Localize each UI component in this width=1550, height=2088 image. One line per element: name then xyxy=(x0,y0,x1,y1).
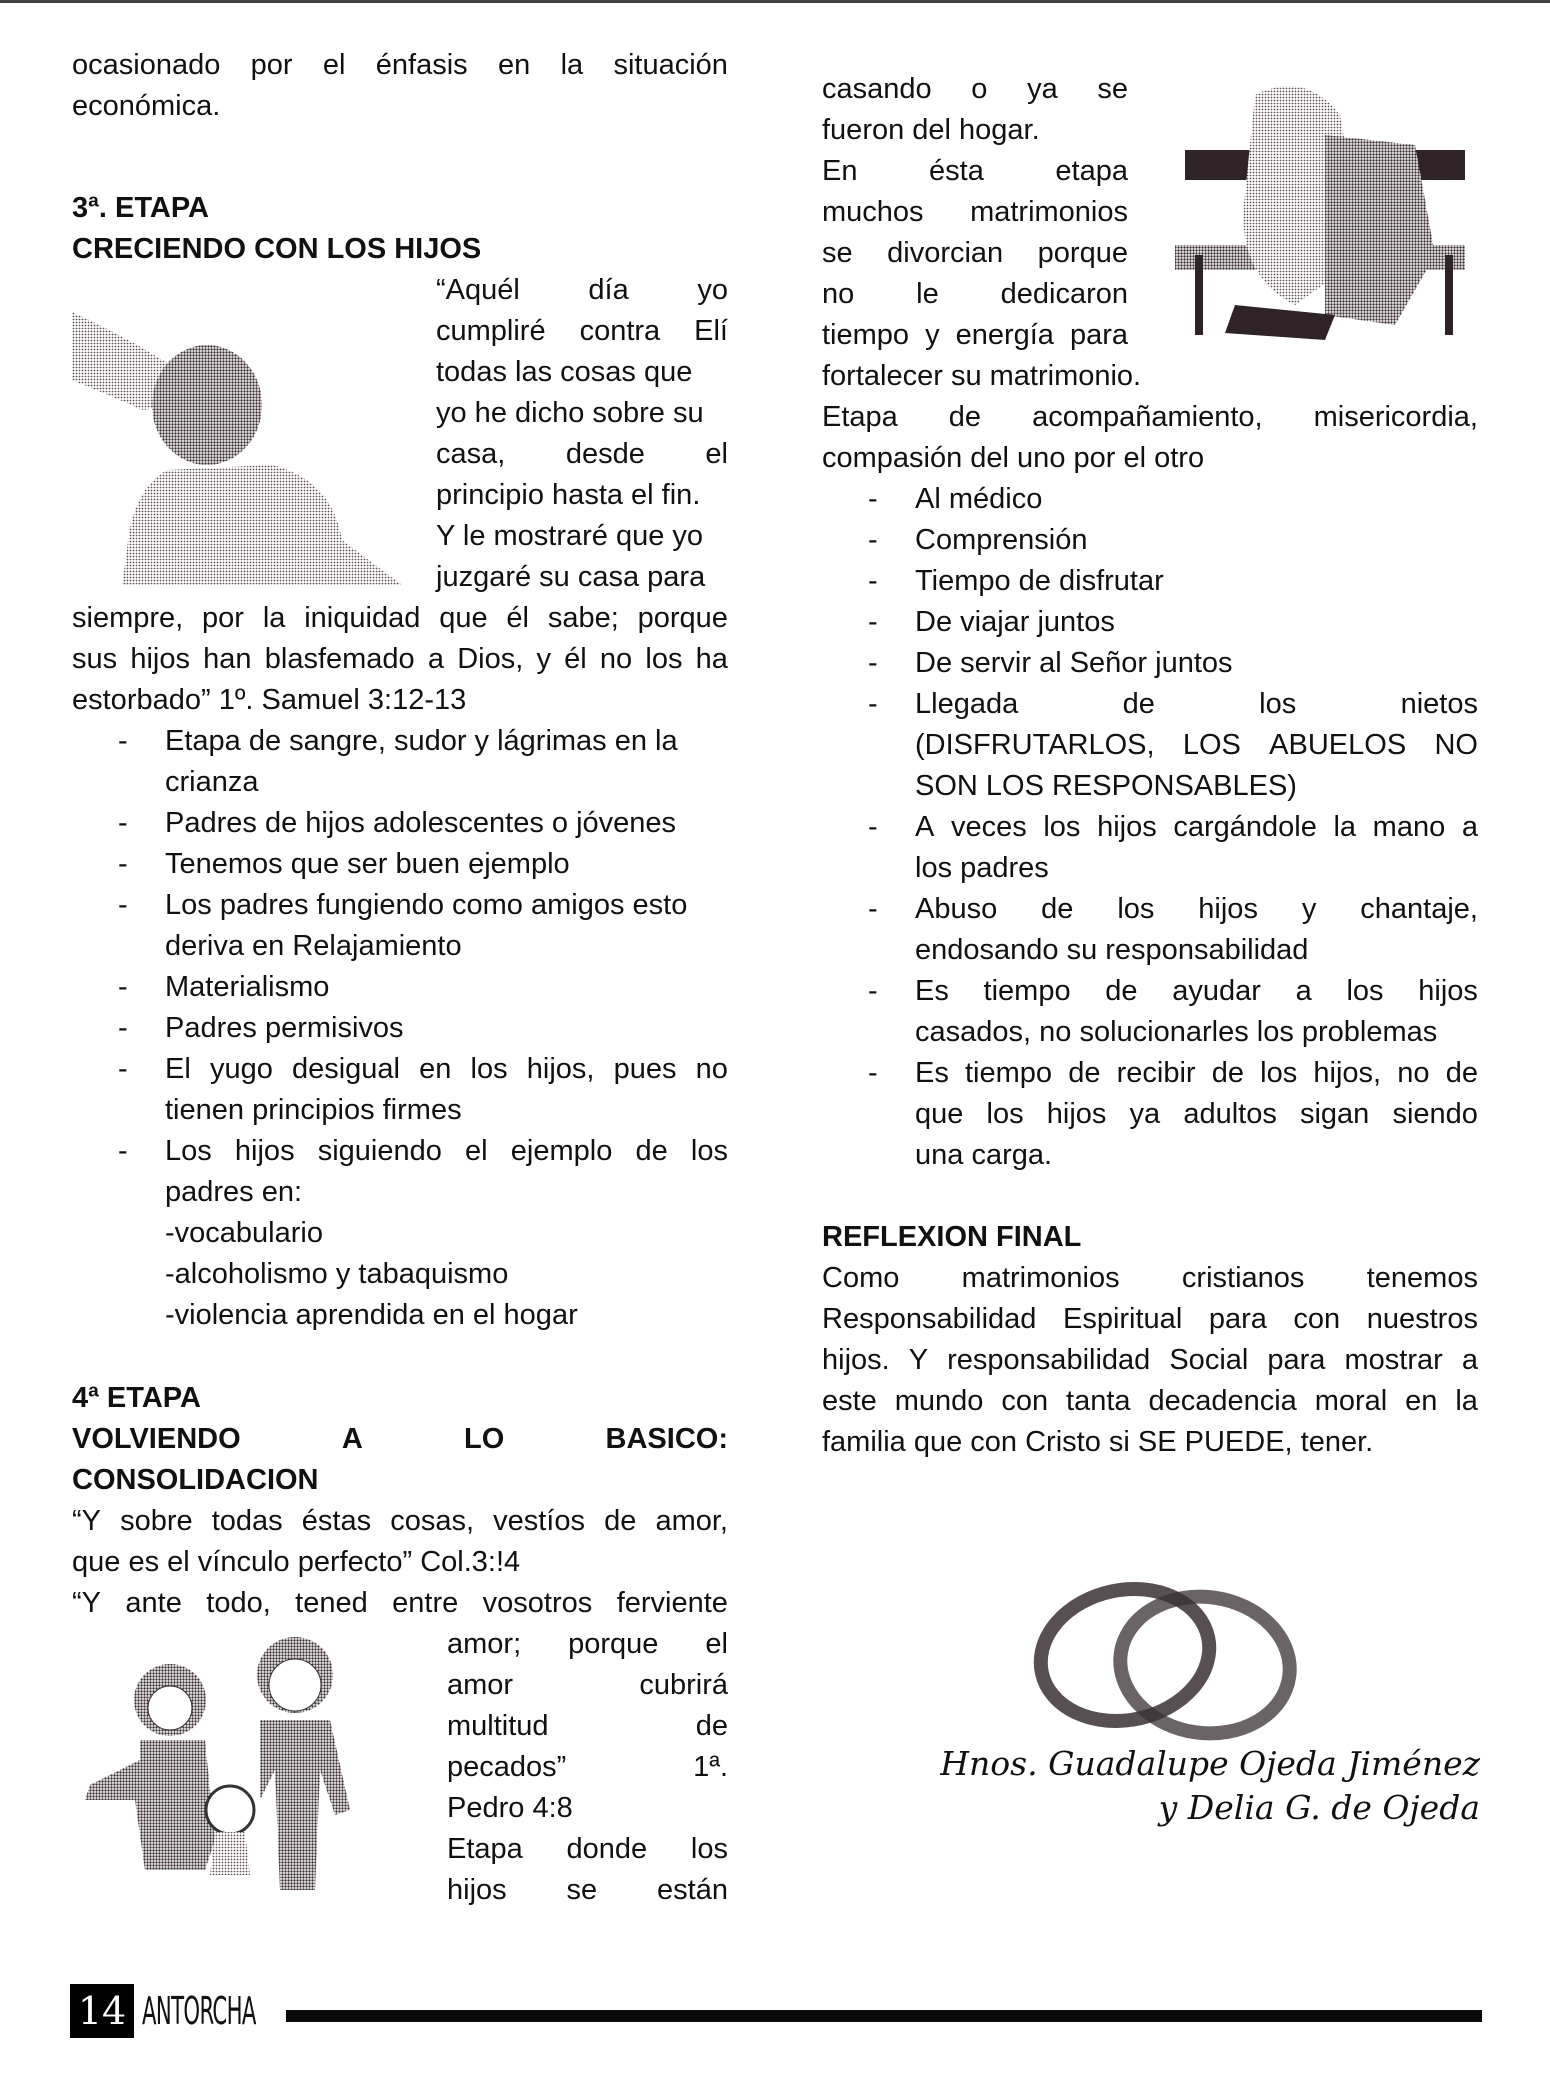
word: ya xyxy=(1027,73,1058,105)
bullet-line: tienen principios firmes xyxy=(165,1094,462,1126)
bullet-line: Etapa de sangre, sudor y lágrimas en la xyxy=(165,725,678,757)
word: no xyxy=(599,643,633,675)
word: desigual xyxy=(291,1053,400,1085)
bullet-line: Materialismo xyxy=(165,971,330,1003)
word: yo xyxy=(697,274,728,306)
word: la xyxy=(1455,1385,1478,1417)
word: siendo xyxy=(1392,1098,1478,1130)
word: y xyxy=(1301,893,1317,925)
bullet-line xyxy=(915,889,1478,930)
word: desde xyxy=(565,438,645,470)
bullet-dash: - xyxy=(868,811,878,843)
word: mundo xyxy=(894,1385,984,1417)
word: ya xyxy=(1129,1098,1161,1130)
word: porque xyxy=(1037,237,1128,269)
word: para xyxy=(1069,319,1128,351)
bullet-line xyxy=(165,1131,728,1172)
word: Dios, xyxy=(457,643,524,675)
page-number: 14 xyxy=(70,1984,134,2038)
word: cargándole xyxy=(1173,811,1317,843)
quote-line: todas las cosas que xyxy=(436,356,693,388)
word: multitud xyxy=(447,1710,549,1742)
word: matrimonios xyxy=(970,196,1128,228)
word: los xyxy=(645,643,683,675)
word: de xyxy=(695,1710,728,1742)
top-rule xyxy=(0,0,1550,3)
word: Y xyxy=(908,1344,929,1376)
magazine-name: ANTORCHA xyxy=(142,1989,256,2033)
bullet-line: SON LOS RESPONSABLES) xyxy=(915,770,1297,802)
word: sabe; xyxy=(547,602,619,634)
word: la xyxy=(262,602,286,634)
word: Abuso xyxy=(915,893,998,925)
word: cubrirá xyxy=(639,1669,728,1701)
word: los xyxy=(1346,975,1384,1007)
word: ayudar xyxy=(1172,975,1261,1007)
word: tiempo xyxy=(983,975,1071,1007)
word: y xyxy=(925,319,940,351)
word: día xyxy=(588,274,629,306)
word: nietos xyxy=(1400,688,1478,720)
word: El xyxy=(165,1053,191,1085)
word: ha xyxy=(695,643,728,675)
bullet-line: Los padres fungiendo como amigos esto xyxy=(165,889,688,921)
word: casa, xyxy=(436,438,506,470)
quote-line: Y le mostraré que yo xyxy=(436,520,704,552)
word: Etapa xyxy=(822,401,898,433)
word: hijos xyxy=(234,1135,295,1167)
child-body xyxy=(122,465,402,585)
quote-line: principio hasta el fin. xyxy=(436,479,701,511)
word: amor xyxy=(447,1669,514,1701)
word: hijos. xyxy=(822,1344,890,1376)
bullet-dash: - xyxy=(118,1012,128,1044)
word: misericordia, xyxy=(1313,401,1478,433)
word: (DISFRUTARLOS, xyxy=(915,729,1155,761)
quote-line xyxy=(447,1624,728,1665)
word: hijos, xyxy=(526,1053,595,1085)
quote-line xyxy=(436,270,728,311)
child xyxy=(210,1832,250,1875)
bullet-line xyxy=(915,684,1478,725)
word: contra xyxy=(579,315,661,347)
bullet-line xyxy=(915,1094,1478,1135)
quote-line xyxy=(447,1665,728,1706)
stage4-subheading xyxy=(72,1419,728,1460)
word: por xyxy=(202,602,244,634)
word: no xyxy=(822,278,855,310)
bullet-dash: - xyxy=(868,893,878,925)
word: acompañamiento, xyxy=(1032,401,1263,433)
quote-line: que es el vínculo perfecto” Col.3:!4 xyxy=(72,1546,521,1578)
bullet-line: Comprensión xyxy=(915,524,1088,556)
word: ABUELOS xyxy=(1269,729,1407,761)
word: ocasionado xyxy=(72,49,221,81)
bullet-dash: - xyxy=(868,647,878,679)
quote-line: yo he dicho sobre su xyxy=(436,397,704,429)
word: porque xyxy=(637,602,728,634)
bullet-dash: - xyxy=(868,524,878,556)
quote-line: estorbado” 1º. Samuel 3:12-13 xyxy=(72,684,467,716)
word: Es xyxy=(915,1057,949,1089)
word: pues xyxy=(613,1053,677,1085)
bullet-dash: - xyxy=(868,565,878,597)
body-line xyxy=(822,233,1128,274)
mother xyxy=(85,1740,215,1870)
bullet-line: Padres permisivos xyxy=(165,1012,404,1044)
signature-line-2: y Delia G. de Ojeda xyxy=(1158,1788,1480,1827)
reflection-heading: REFLEXION FINAL xyxy=(822,1221,1082,1253)
word: los xyxy=(986,1098,1024,1130)
heading-word: VOLVIENDO xyxy=(72,1423,241,1455)
quote-line: Pedro 4:8 xyxy=(447,1792,573,1824)
word: los xyxy=(470,1053,508,1085)
word: situación xyxy=(613,49,728,81)
bullet-line: una carga. xyxy=(915,1139,1053,1171)
bullet-line: deriva en Relajamiento xyxy=(165,930,462,962)
body-line xyxy=(822,397,1478,438)
word: no xyxy=(1397,1057,1430,1089)
reflection-line xyxy=(822,1299,1478,1340)
bullet-line: casados, no solucionarles los problemas xyxy=(915,1016,1438,1048)
intro-line: económica. xyxy=(72,90,221,122)
word: entre xyxy=(392,1587,459,1619)
word: En xyxy=(822,155,858,187)
word: que xyxy=(915,1098,964,1130)
word: siempre, xyxy=(72,602,184,634)
word: “Y xyxy=(72,1587,101,1619)
word: hijos xyxy=(447,1874,507,1906)
body-line xyxy=(822,192,1128,233)
bullet-dash: - xyxy=(118,725,128,757)
bullet-dash: - xyxy=(868,606,878,638)
word: ésta xyxy=(929,155,984,187)
word: tenemos xyxy=(1366,1262,1478,1294)
quote-line: juzgaré su casa para xyxy=(436,561,706,593)
word: cosas, xyxy=(390,1505,475,1537)
word: de xyxy=(1068,1057,1101,1089)
word: o xyxy=(971,73,988,105)
bullet-dash: - xyxy=(118,1135,128,1167)
heading-word: BASICO: xyxy=(605,1423,728,1455)
bullet-line: Al médico xyxy=(915,483,1043,515)
bullet-line: padres en: xyxy=(165,1176,303,1208)
word: ferviente xyxy=(616,1587,728,1619)
elderly-couple-illustration xyxy=(1165,75,1485,355)
word: con xyxy=(1293,1303,1341,1335)
word: cumpliré xyxy=(436,315,546,347)
word: con xyxy=(1001,1385,1049,1417)
body-line xyxy=(822,69,1128,110)
word: de xyxy=(635,1135,668,1167)
word: mostrar xyxy=(1344,1344,1443,1376)
signature-line-1: Hnos. Guadalupe Ojeda Jiménez xyxy=(940,1744,1480,1783)
word: ejemplo xyxy=(510,1135,613,1167)
word: él xyxy=(564,643,587,675)
bullet-line: los padres xyxy=(915,852,1049,884)
word: la xyxy=(560,49,584,81)
quote-line xyxy=(447,1870,728,1911)
word: se xyxy=(566,1874,598,1906)
word: pecados” xyxy=(447,1751,567,1783)
word: de xyxy=(604,1505,637,1537)
word: el xyxy=(322,49,346,81)
word: A xyxy=(915,811,935,843)
word: de xyxy=(1445,1057,1478,1089)
word: Como xyxy=(822,1262,900,1294)
word: Espiritual xyxy=(1062,1303,1183,1335)
word: los xyxy=(690,1135,728,1167)
quote-line xyxy=(72,639,728,680)
word: muchos xyxy=(822,196,924,228)
word: de xyxy=(1105,975,1138,1007)
bullet-line: Tiempo de disfrutar xyxy=(915,565,1164,597)
word: los xyxy=(1117,893,1155,925)
word: LOS xyxy=(1182,729,1241,761)
word: responsabilidad xyxy=(947,1344,1151,1376)
body-line: compasión del uno por el otro xyxy=(822,442,1205,474)
child-illustration xyxy=(72,300,402,585)
reflection-line xyxy=(822,1340,1478,1381)
stage3-subheading: CRECIENDO CON LOS HIJOS xyxy=(72,233,482,265)
reflection-line xyxy=(822,1381,1478,1422)
quote-line xyxy=(72,1583,728,1624)
word: están xyxy=(657,1874,728,1906)
word: éstas xyxy=(301,1505,372,1537)
word: todas xyxy=(211,1505,283,1537)
quote-line xyxy=(72,1501,728,1542)
word: moral xyxy=(1314,1385,1388,1417)
word: Llegada xyxy=(915,688,1019,720)
word: no xyxy=(695,1053,728,1085)
bullet-line: Tenemos que ser buen ejemplo xyxy=(165,848,570,880)
bullet-line: Padres de hijos adolescentes o jóvenes xyxy=(165,807,677,839)
word: divorcian xyxy=(887,237,1004,269)
word: de xyxy=(1211,1057,1245,1089)
word: chantaje, xyxy=(1360,893,1478,925)
word: donde xyxy=(566,1833,648,1865)
stage4-subheading: CONSOLIDACION xyxy=(72,1464,319,1496)
quote-line xyxy=(447,1747,728,1788)
word: adultos xyxy=(1183,1098,1277,1130)
word: la xyxy=(1333,811,1357,843)
body-line xyxy=(822,274,1128,315)
word: los xyxy=(1260,1057,1298,1089)
word: porque xyxy=(568,1628,659,1660)
word: Los xyxy=(165,1135,212,1167)
word: que xyxy=(439,602,488,634)
word: vestíos xyxy=(493,1505,585,1537)
bullet-line xyxy=(165,1049,728,1090)
word: Responsabilidad xyxy=(822,1303,1037,1335)
word: el xyxy=(705,438,728,470)
word: en xyxy=(419,1053,452,1085)
word: hijos xyxy=(1046,1098,1107,1130)
bullet-dash: - xyxy=(118,971,128,1003)
intro-line xyxy=(72,45,728,86)
word: para xyxy=(1267,1344,1326,1376)
word: mano xyxy=(1372,811,1446,843)
word: le xyxy=(916,278,939,310)
word: hijos xyxy=(1418,975,1478,1007)
bullet-dash: - xyxy=(118,889,128,921)
quote-line xyxy=(447,1829,728,1870)
word: siguiendo xyxy=(317,1135,442,1167)
heading-word: A xyxy=(341,1423,363,1455)
bullet-dash: - xyxy=(868,1057,878,1089)
word: el xyxy=(705,1628,728,1660)
word: los xyxy=(690,1833,728,1865)
bullet-line: De servir al Señor juntos xyxy=(915,647,1233,679)
word: en xyxy=(497,49,531,81)
bullet-line: De viajar juntos xyxy=(915,606,1115,638)
word: sigan xyxy=(1299,1098,1370,1130)
word: se xyxy=(822,237,853,269)
bullet-line xyxy=(915,971,1478,1012)
word: cristianos xyxy=(1181,1262,1305,1294)
quote-line xyxy=(447,1706,728,1747)
word: Social xyxy=(1169,1344,1249,1376)
word: blasfemado xyxy=(264,643,415,675)
bullet-dash: - xyxy=(868,483,878,515)
word: nuestros xyxy=(1366,1303,1478,1335)
word: a xyxy=(1461,811,1478,843)
quote-line xyxy=(436,311,728,352)
word: Es xyxy=(915,975,949,1007)
word: matrimonios xyxy=(961,1262,1120,1294)
word: sobre xyxy=(120,1505,193,1537)
bullet-line xyxy=(915,1053,1478,1094)
word: etapa xyxy=(1055,155,1128,187)
word: tanta xyxy=(1066,1385,1131,1417)
bullet-line: crianza xyxy=(165,766,259,798)
word: a xyxy=(1295,975,1312,1007)
word: “Y xyxy=(72,1505,101,1537)
word: casando xyxy=(822,73,932,105)
word: los xyxy=(1259,688,1297,720)
bullet-dash: - xyxy=(118,1053,128,1085)
body-line: fueron del hogar. xyxy=(822,114,1040,146)
body-line xyxy=(822,151,1128,192)
word: y xyxy=(536,643,551,675)
word: amor; xyxy=(447,1628,522,1660)
word: vosotros xyxy=(482,1587,593,1619)
family-illustration xyxy=(65,1600,425,1890)
word: han xyxy=(203,643,252,675)
word: todo, xyxy=(206,1587,271,1619)
word: “Aquél xyxy=(436,274,520,306)
word: energía xyxy=(955,319,1054,351)
word: de xyxy=(1041,893,1074,925)
reflection-line xyxy=(822,1258,1478,1299)
child-head xyxy=(152,345,262,465)
word: este xyxy=(822,1385,877,1417)
bullet-line: -vocabulario xyxy=(165,1217,323,1249)
word: Elí xyxy=(694,315,728,347)
bullet-line xyxy=(915,807,1478,848)
bullet-dash: - xyxy=(118,848,128,880)
quote-line xyxy=(72,598,728,639)
word: ante xyxy=(125,1587,182,1619)
heading-word: LO xyxy=(464,1423,505,1455)
quote-line xyxy=(436,434,728,475)
signature xyxy=(880,1742,1480,1830)
word: NO xyxy=(1434,729,1478,761)
word: hijos xyxy=(130,643,190,675)
bullet-line: -alcoholismo y tabaquismo xyxy=(165,1258,509,1290)
bullet-line xyxy=(915,725,1478,766)
word: dedicaron xyxy=(1000,278,1128,310)
stage3-heading: 3ª. ETAPA xyxy=(72,192,209,224)
word: hijos xyxy=(1198,893,1258,925)
word: iniquidad xyxy=(304,602,421,634)
word: a xyxy=(427,643,445,675)
word: de xyxy=(948,401,982,433)
word: 1ª. xyxy=(693,1751,728,1783)
word: hijos, xyxy=(1313,1057,1382,1089)
word: tiempo xyxy=(965,1057,1053,1089)
word: Etapa xyxy=(447,1833,523,1865)
word: énfasis xyxy=(375,49,468,81)
body-line xyxy=(822,315,1128,356)
word: en xyxy=(1405,1385,1438,1417)
body-line: fortalecer su matrimonio. xyxy=(822,360,1142,392)
bullet-dash: - xyxy=(868,975,878,1007)
word: amor, xyxy=(655,1505,728,1537)
word: por xyxy=(250,49,293,81)
word: de xyxy=(1122,688,1155,720)
word: yugo xyxy=(209,1053,273,1085)
word: los xyxy=(1043,811,1081,843)
word: tened xyxy=(295,1587,368,1619)
word: él xyxy=(506,602,529,634)
word: hijos xyxy=(1097,811,1157,843)
word: el xyxy=(465,1135,488,1167)
reflection-line: familia que con Cristo si SE PUEDE, tener. xyxy=(822,1426,1374,1458)
wedding-rings-illustration xyxy=(1030,1570,1310,1750)
word: veces xyxy=(950,811,1027,843)
word: tiempo xyxy=(822,319,910,351)
father xyxy=(260,1720,350,1890)
word: para xyxy=(1208,1303,1267,1335)
word: a xyxy=(1461,1344,1478,1376)
word: recibir xyxy=(1116,1057,1196,1089)
bullet-line: -violencia aprendida en el hogar xyxy=(165,1299,578,1331)
bullet-dash: - xyxy=(868,688,878,720)
word: sus xyxy=(72,643,118,675)
footer-rule xyxy=(286,2010,1482,2022)
bullet-dash: - xyxy=(118,807,128,839)
word: decadencia xyxy=(1148,1385,1297,1417)
word: se xyxy=(1097,73,1128,105)
bullet-line: endosando su responsabilidad xyxy=(915,934,1309,966)
stage4-heading: 4ª ETAPA xyxy=(72,1382,201,1414)
